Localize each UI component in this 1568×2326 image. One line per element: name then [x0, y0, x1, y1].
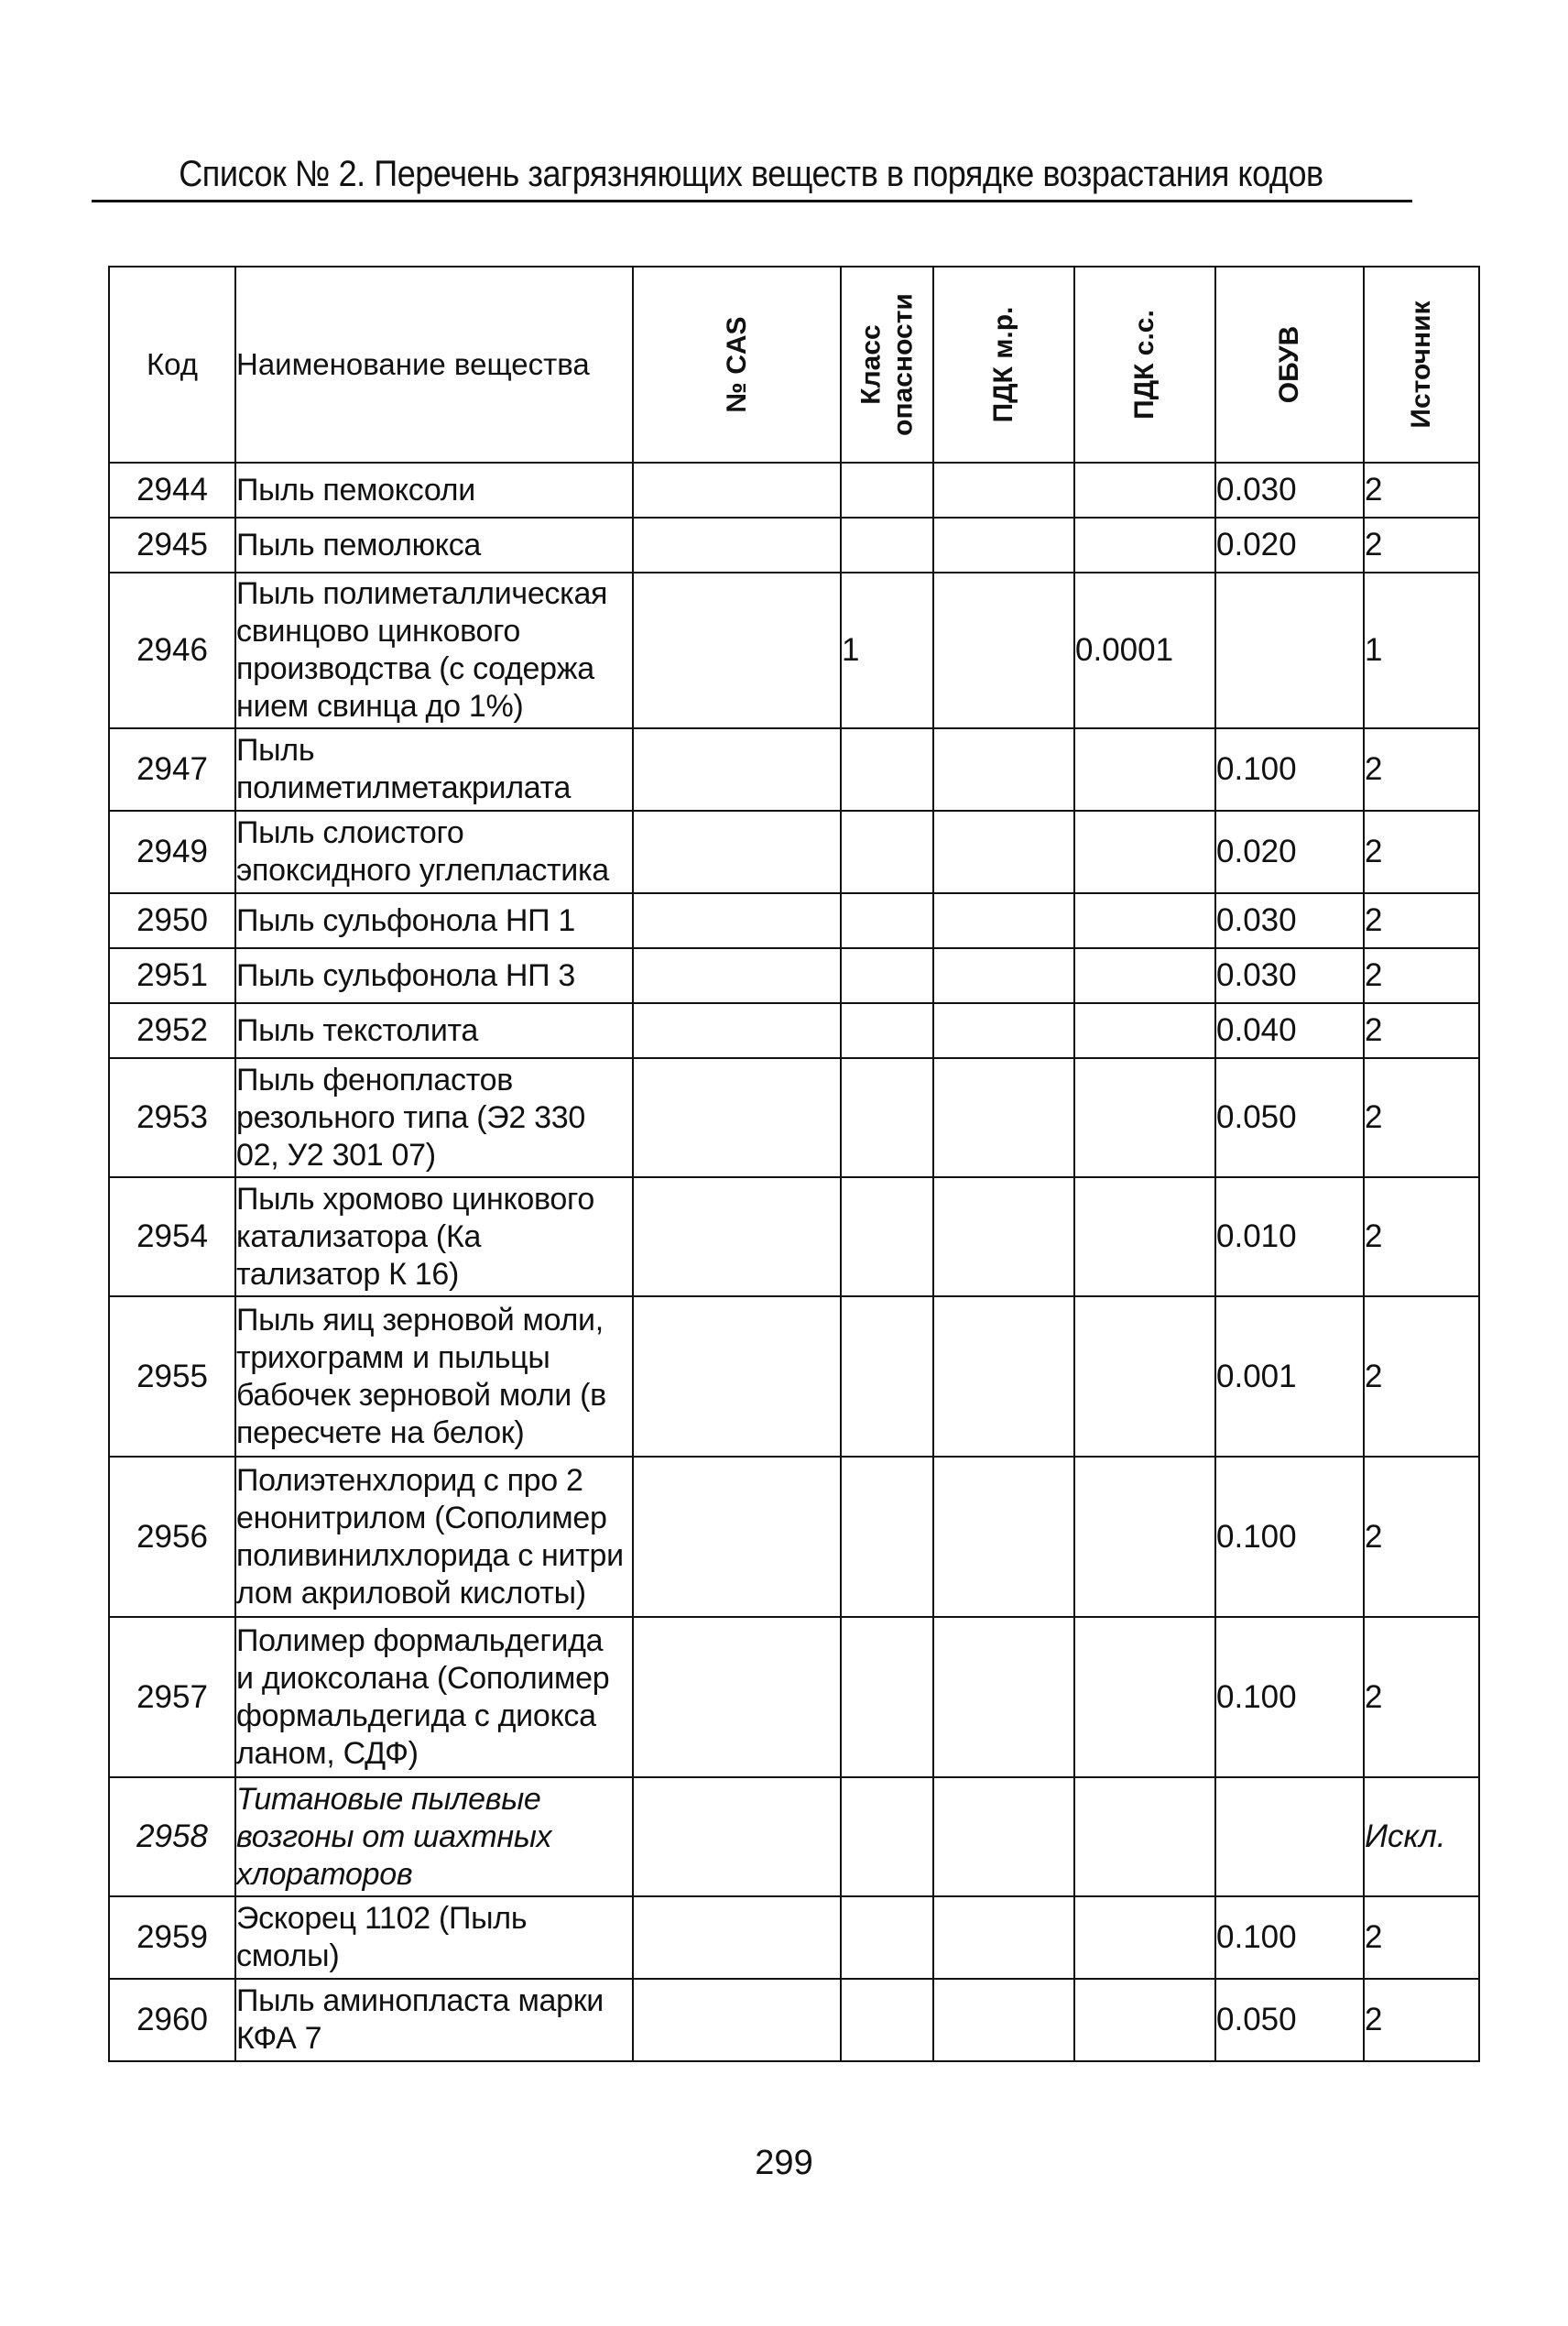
cell-hazard-class [841, 1177, 933, 1296]
table-row [109, 463, 1479, 518]
cell-obuv: 0.050 [1215, 1058, 1364, 1177]
cell-obuv: 0.030 [1215, 463, 1364, 518]
cell-obuv: 0.030 [1215, 948, 1364, 1003]
header-cas [633, 267, 841, 463]
cell-code: 2956 [109, 1457, 235, 1617]
cell-obuv: 0.040 [1215, 1003, 1364, 1058]
cell-pdk-ss [1074, 893, 1215, 948]
cell-cas [633, 1058, 841, 1177]
header-source [1364, 267, 1479, 463]
cell-source: 2 [1364, 1617, 1479, 1777]
cell-cas [633, 811, 841, 893]
page-number: 299 [755, 2144, 813, 2182]
cell-code: 2957 [109, 1617, 235, 1777]
header-row [109, 267, 1479, 463]
cell-source: 2 [1364, 1058, 1479, 1177]
cell-cas [633, 728, 841, 811]
cell-cas [633, 1777, 841, 1896]
cell-pdk-mr [933, 1457, 1074, 1617]
table-row [109, 1296, 1479, 1457]
cell-pdk-ss: 0.0001 [1074, 573, 1215, 728]
cell-code: 2950 [109, 893, 235, 948]
table-row [109, 1896, 1479, 1979]
cell-hazard-class [841, 518, 933, 573]
cell-obuv: 0.020 [1215, 811, 1364, 893]
header-pdk-mr-label: ПДК м.р. [987, 306, 1018, 423]
cell-cas [633, 1896, 841, 1979]
cell-name: Полимер формальдегида и диоксолана (Сополимер формальдегида с диокса ланом, СДФ) [235, 1617, 633, 1777]
cell-pdk-mr [933, 463, 1074, 518]
header-pdk-ss-label: ПДК с.с. [1128, 310, 1160, 420]
cell-pdk-mr [933, 1896, 1074, 1979]
cell-name: Титановые пылевые возгоны от шахтных хлораторов [235, 1777, 633, 1896]
cell-code: 2945 [109, 518, 235, 573]
cell-pdk-ss [1074, 1979, 1215, 2061]
cell-hazard-class [841, 811, 933, 893]
table-row [109, 728, 1479, 811]
cell-pdk-mr [933, 728, 1074, 811]
cell-pdk-mr [933, 1177, 1074, 1296]
header-obuv-label: ОБУВ [1273, 325, 1304, 404]
cell-pdk-mr [933, 811, 1074, 893]
cell-pdk-ss [1074, 1457, 1215, 1617]
table-row [109, 1617, 1479, 1777]
table-row [109, 893, 1479, 948]
cell-source: 2 [1364, 948, 1479, 1003]
cell-cas [633, 573, 841, 728]
cell-cas [633, 893, 841, 948]
table-row [109, 948, 1479, 1003]
cell-pdk-ss [1074, 1177, 1215, 1296]
header-obuv [1215, 267, 1364, 463]
cell-code: 2960 [109, 1979, 235, 2061]
cell-hazard-class [841, 893, 933, 948]
cell-hazard-class [841, 1617, 933, 1777]
cell-name: Пыль текстолита [235, 1003, 633, 1058]
cell-obuv [1215, 1777, 1364, 1896]
cell-hazard-class [841, 1058, 933, 1177]
cell-source: 2 [1364, 1296, 1479, 1457]
cell-pdk-ss [1074, 463, 1215, 518]
cell-source: 2 [1364, 463, 1479, 518]
cell-obuv: 0.010 [1215, 1177, 1364, 1296]
cell-cas [633, 1617, 841, 1777]
cell-hazard-class [841, 1979, 933, 2061]
cell-cas [633, 1296, 841, 1457]
cell-pdk-mr [933, 1979, 1074, 2061]
header-hazard-class-label: Класс опасности [855, 293, 918, 436]
title-rule [92, 200, 1412, 202]
cell-pdk-ss [1074, 948, 1215, 1003]
cell-code: 2947 [109, 728, 235, 811]
cell-hazard-class [841, 1896, 933, 1979]
cell-name: Пыль сульфонола НП 1 [235, 893, 633, 948]
cell-name: Эскорец 1102 (Пыль смолы) [235, 1896, 633, 1979]
cell-hazard-class: 1 [841, 573, 933, 728]
header-code: Код [109, 267, 235, 463]
cell-source: 2 [1364, 1177, 1479, 1296]
cell-hazard-class [841, 1457, 933, 1617]
cell-name: Пыль яиц зерновой моли, трихограмм и пыльцы бабочек зерновой моли (в пересчете на белок) [235, 1296, 633, 1457]
cell-pdk-ss [1074, 1058, 1215, 1177]
cell-pdk-mr [933, 1777, 1074, 1896]
header-cas-label: № CAS [721, 316, 752, 413]
cell-source: 2 [1364, 1979, 1479, 2061]
cell-name: Пыль аминопласта марки КФА 7 [235, 1979, 633, 2061]
cell-code: 2958 [109, 1777, 235, 1896]
cell-hazard-class [841, 1003, 933, 1058]
cell-cas [633, 518, 841, 573]
cell-pdk-ss [1074, 1617, 1215, 1777]
cell-obuv: 0.100 [1215, 1457, 1364, 1617]
cell-obuv: 0.020 [1215, 518, 1364, 573]
cell-pdk-mr [933, 1058, 1074, 1177]
table-row [109, 518, 1479, 573]
cell-hazard-class [841, 463, 933, 518]
cell-source: 2 [1364, 1457, 1479, 1617]
cell-cas [633, 463, 841, 518]
cell-pdk-mr [933, 1296, 1074, 1457]
cell-name: Пыль пемоксоли [235, 463, 633, 518]
cell-cas [633, 1979, 841, 2061]
cell-pdk-ss [1074, 1296, 1215, 1457]
table-row [109, 1457, 1479, 1617]
substances-table [108, 266, 1480, 2062]
cell-code: 2946 [109, 573, 235, 728]
cell-obuv: 0.050 [1215, 1979, 1364, 2061]
cell-source: 1 [1364, 573, 1479, 728]
cell-cas [633, 1457, 841, 1617]
cell-pdk-ss [1074, 1896, 1215, 1979]
cell-code: 2952 [109, 1003, 235, 1058]
cell-code: 2944 [109, 463, 235, 518]
page-title: Список № 2. Перечень загрязняющих веществ в порядке возрастания кодов [179, 154, 1323, 194]
cell-pdk-ss [1074, 518, 1215, 573]
cell-code: 2951 [109, 948, 235, 1003]
cell-obuv [1215, 573, 1364, 728]
cell-hazard-class [841, 728, 933, 811]
cell-pdk-mr [933, 1617, 1074, 1777]
cell-code: 2953 [109, 1058, 235, 1177]
header-hazard-class [841, 267, 933, 463]
cell-name: Пыль полиметаллическая свинцово цинкового производства (с содержа нием свинца до 1%) [235, 573, 633, 728]
header-pdk-ss [1074, 267, 1215, 463]
cell-code: 2954 [109, 1177, 235, 1296]
cell-pdk-ss [1074, 1003, 1215, 1058]
cell-source: 2 [1364, 518, 1479, 573]
cell-source: 2 [1364, 728, 1479, 811]
cell-name: Полиэтенхлорид с про 2 енонитрилом (Сополимер поливинилхлорида с нитри лом акриловой кислоты) [235, 1457, 633, 1617]
cell-pdk-mr [933, 518, 1074, 573]
cell-code: 2955 [109, 1296, 235, 1457]
cell-pdk-mr [933, 1003, 1074, 1058]
table-row [109, 1058, 1479, 1177]
table-row [109, 1777, 1479, 1896]
cell-obuv: 0.001 [1215, 1296, 1364, 1457]
cell-pdk-ss [1074, 811, 1215, 893]
cell-obuv: 0.100 [1215, 1617, 1364, 1777]
cell-source: 2 [1364, 811, 1479, 893]
cell-pdk-ss [1074, 1777, 1215, 1896]
cell-source: 2 [1364, 1896, 1479, 1979]
cell-cas [633, 1177, 841, 1296]
table-row [109, 1177, 1479, 1296]
cell-source: 2 [1364, 893, 1479, 948]
cell-obuv: 0.030 [1215, 893, 1364, 948]
header-source-label: Источник [1405, 300, 1436, 429]
cell-name: Пыль полиметилметакрилата [235, 728, 633, 811]
cell-pdk-mr [933, 893, 1074, 948]
cell-name: Пыль хромово цинкового катализатора (Ка тализатор К 16) [235, 1177, 633, 1296]
cell-code: 2949 [109, 811, 235, 893]
cell-hazard-class [841, 1296, 933, 1457]
table-row [109, 811, 1479, 893]
table-row [109, 573, 1479, 728]
cell-obuv: 0.100 [1215, 728, 1364, 811]
cell-source: Искл. [1364, 1777, 1479, 1896]
cell-name: Пыль пемолюкса [235, 518, 633, 573]
cell-cas [633, 1003, 841, 1058]
cell-pdk-mr [933, 948, 1074, 1003]
table-row [109, 1979, 1479, 2061]
cell-obuv: 0.100 [1215, 1896, 1364, 1979]
cell-name: Пыль фенопластов резольного типа (Э2 330 02, У2 301 07) [235, 1058, 633, 1177]
cell-code: 2959 [109, 1896, 235, 1979]
cell-source: 2 [1364, 1003, 1479, 1058]
header-name: Наименование вещества [235, 267, 633, 463]
cell-name: Пыль сульфонола НП 3 [235, 948, 633, 1003]
header-pdk-mr [933, 267, 1074, 463]
cell-name: Пыль слоистого эпоксидного углепластика [235, 811, 633, 893]
cell-hazard-class [841, 1777, 933, 1896]
table-row [109, 1003, 1479, 1058]
cell-cas [633, 948, 841, 1003]
cell-pdk-mr [933, 573, 1074, 728]
cell-hazard-class [841, 948, 933, 1003]
cell-pdk-ss [1074, 728, 1215, 811]
